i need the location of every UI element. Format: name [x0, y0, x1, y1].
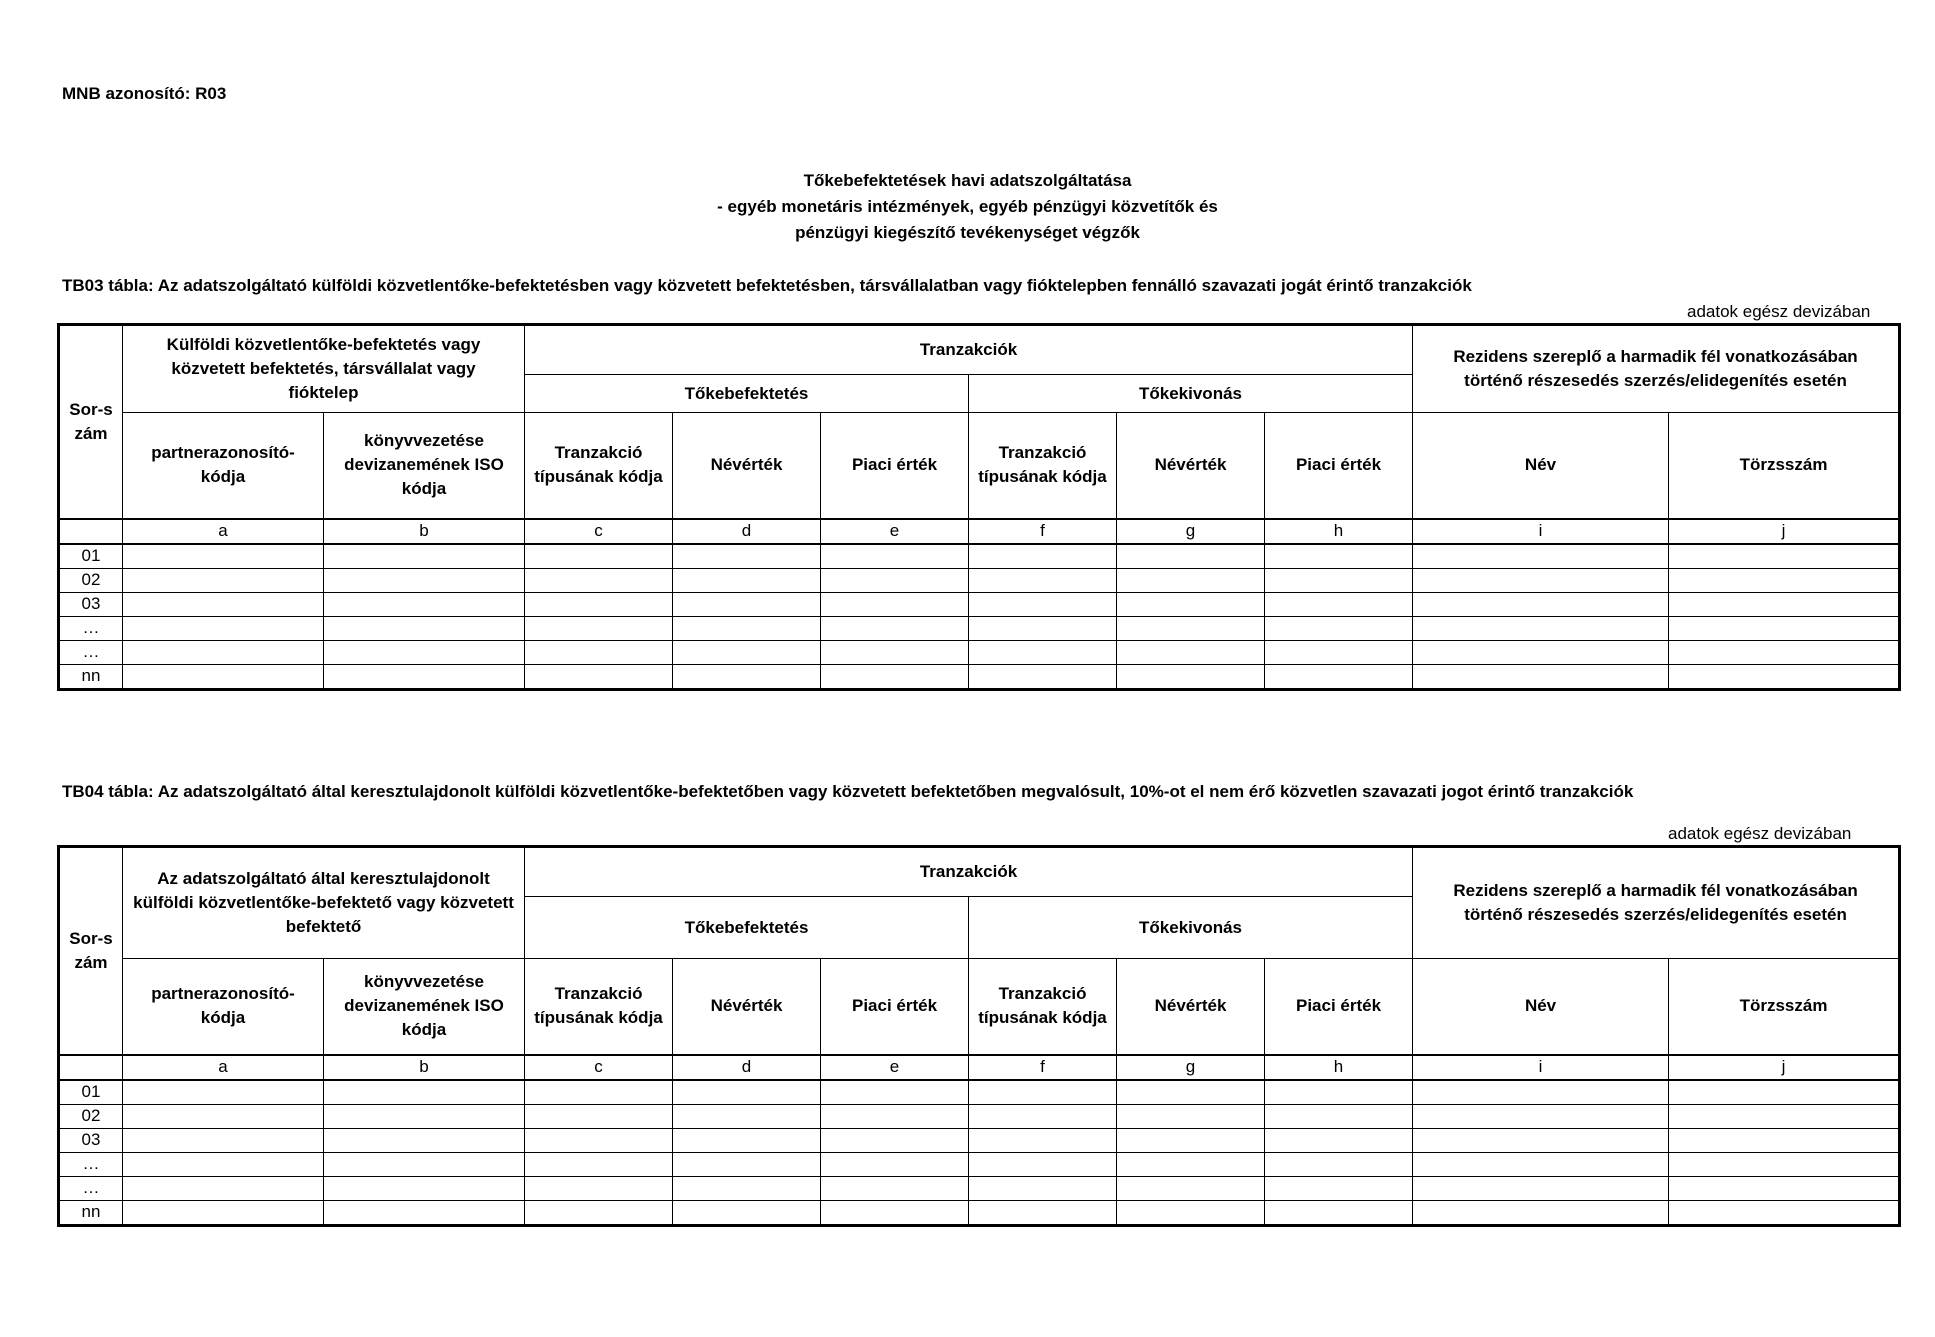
- data-cell[interactable]: [673, 640, 821, 664]
- data-cell[interactable]: [123, 664, 324, 689]
- data-cell[interactable]: [821, 544, 969, 569]
- table-caption-tb04: TB04 tábla: Az adatszolgáltató által keresztulajdonolt külföldi közvetlentőke-befektetőben vagy közvetett befektetőben megvalósult, 10%-ot el nem érő közvetlen szavazati jogot érintő tranzakciók: [62, 782, 1634, 801]
- letter-cell: c: [525, 519, 673, 544]
- data-cell[interactable]: [969, 664, 1117, 689]
- column-header: Piaci érték: [821, 413, 969, 519]
- data-cell[interactable]: [123, 616, 324, 640]
- data-cell[interactable]: [969, 1200, 1117, 1225]
- table-row: [59, 616, 1900, 640]
- data-cell[interactable]: [1265, 1176, 1413, 1200]
- data-cell[interactable]: [1413, 1104, 1669, 1128]
- data-cell[interactable]: [123, 640, 324, 664]
- data-cell[interactable]: [1265, 664, 1413, 689]
- row-number: nn: [59, 664, 123, 689]
- tokekivonas-header: Tőkekivonás: [969, 375, 1413, 413]
- data-cell[interactable]: [821, 568, 969, 592]
- unit-note-tb03: adatok egész devizában: [1687, 302, 1871, 321]
- letter-cell: f: [969, 519, 1117, 544]
- mnb-identifier: MNB azonosító: R03: [62, 84, 227, 103]
- column-header: Név: [1413, 959, 1669, 1055]
- table-row: [59, 544, 1900, 569]
- data-cell[interactable]: [1413, 1128, 1669, 1152]
- row-number: …: [59, 1152, 123, 1176]
- column-header: Névérték: [1117, 413, 1265, 519]
- letter-cell: d: [673, 1055, 821, 1080]
- table-row: [59, 568, 1900, 592]
- letter-cell: j: [1669, 1055, 1900, 1080]
- data-cell[interactable]: [525, 1128, 673, 1152]
- data-cell[interactable]: [1669, 1080, 1900, 1105]
- data-cell[interactable]: [1669, 616, 1900, 640]
- column-header: Piaci érték: [1265, 413, 1413, 519]
- data-cell[interactable]: [525, 544, 673, 569]
- data-cell[interactable]: [1669, 1176, 1900, 1200]
- tokebefektetes-header: Tőkebefektetés: [525, 375, 969, 413]
- data-cell[interactable]: [673, 1152, 821, 1176]
- data-cell[interactable]: [1117, 1128, 1265, 1152]
- column-header: Törzsszám: [1669, 959, 1900, 1055]
- table-row: [59, 1104, 1900, 1128]
- data-cell[interactable]: [1413, 592, 1669, 616]
- data-cell[interactable]: [123, 1104, 324, 1128]
- table-row: [59, 1176, 1900, 1200]
- column-header: Tranzakció típusának kódja: [969, 413, 1117, 519]
- letter-cell: e: [821, 519, 969, 544]
- data-cell[interactable]: [969, 592, 1117, 616]
- data-cell[interactable]: [821, 616, 969, 640]
- letter-cell: g: [1117, 519, 1265, 544]
- data-cell[interactable]: [123, 544, 324, 569]
- letter-cell: a: [123, 1055, 324, 1080]
- data-cell[interactable]: [525, 568, 673, 592]
- data-cell[interactable]: [1669, 1200, 1900, 1225]
- data-cell[interactable]: [1265, 1128, 1413, 1152]
- data-cell[interactable]: [1117, 1104, 1265, 1128]
- letter-cell: [59, 1055, 123, 1080]
- column-header: Név: [1413, 413, 1669, 519]
- row-number: nn: [59, 1200, 123, 1225]
- letter-cell: [59, 519, 123, 544]
- data-cell[interactable]: [324, 1176, 525, 1200]
- letter-cell: c: [525, 1055, 673, 1080]
- data-cell[interactable]: [525, 1200, 673, 1225]
- data-cell[interactable]: [324, 664, 525, 689]
- data-cell[interactable]: [324, 1200, 525, 1225]
- letter-cell: i: [1413, 1055, 1669, 1080]
- row-number: 01: [59, 1080, 123, 1105]
- data-cell[interactable]: [324, 616, 525, 640]
- data-cell[interactable]: [821, 1104, 969, 1128]
- data-cell[interactable]: [821, 1080, 969, 1105]
- column-header: könyvvezetése devizanemének ISO kódja: [324, 413, 525, 519]
- rezidens-header: Rezidens szereplő a harmadik fél vonatkozásában történő részesedés szerzés/elidegenítés esetén: [1413, 847, 1900, 959]
- sorszam-header: [59, 847, 123, 1055]
- letter-cell: a: [123, 519, 324, 544]
- data-cell[interactable]: [1413, 1176, 1669, 1200]
- letter-cell: b: [324, 519, 525, 544]
- data-cell[interactable]: [1265, 640, 1413, 664]
- data-cell[interactable]: [324, 1128, 525, 1152]
- title-line: Tőkebefektetések havi adatszolgáltatása: [803, 171, 1132, 190]
- rezidens-header: Rezidens szereplő a harmadik fél vonatkozásában történő részesedés szerzés/elidegenítés esetén: [1413, 325, 1900, 413]
- document-title: [0, 168, 1935, 246]
- data-cell[interactable]: [1265, 544, 1413, 569]
- data-cell[interactable]: [1265, 1152, 1413, 1176]
- data-cell[interactable]: [525, 1152, 673, 1176]
- column-header: Tranzakció típusának kódja: [525, 413, 673, 519]
- data-cell[interactable]: [1669, 664, 1900, 689]
- table-row: [59, 1200, 1900, 1225]
- column-header: Piaci érték: [1265, 959, 1413, 1055]
- data-cell[interactable]: [969, 1152, 1117, 1176]
- column-header: Tranzakció típusának kódja: [969, 959, 1117, 1055]
- column-header: Tranzakció típusának kódja: [525, 959, 673, 1055]
- data-cell[interactable]: [673, 1104, 821, 1128]
- row-number: …: [59, 640, 123, 664]
- data-cell[interactable]: [1413, 1152, 1669, 1176]
- row-number: 03: [59, 592, 123, 616]
- letter-cell: e: [821, 1055, 969, 1080]
- data-cell[interactable]: [123, 1152, 324, 1176]
- letter-cell: j: [1669, 519, 1900, 544]
- sorszam-label: Sor-szám: [69, 399, 113, 443]
- data-cell[interactable]: [1669, 544, 1900, 569]
- data-cell[interactable]: [821, 1152, 969, 1176]
- data-cell[interactable]: [1413, 1080, 1669, 1105]
- title-line: - egyéb monetáris intézmények, egyéb pénzügyi közvetítők és: [717, 197, 1218, 216]
- data-cell[interactable]: [324, 568, 525, 592]
- data-cell[interactable]: [525, 616, 673, 640]
- letter-cell: i: [1413, 519, 1669, 544]
- table-row: [59, 1128, 1900, 1152]
- data-cell[interactable]: [1117, 1080, 1265, 1105]
- data-cell[interactable]: [821, 640, 969, 664]
- data-cell[interactable]: [1669, 1128, 1900, 1152]
- column-header: könyvvezetése devizanemének ISO kódja: [324, 959, 525, 1055]
- data-cell[interactable]: [1117, 640, 1265, 664]
- tokekivonas-header: Tőkekivonás: [969, 897, 1413, 959]
- data-cell[interactable]: [1669, 1104, 1900, 1128]
- row-number: 01: [59, 544, 123, 569]
- data-cell[interactable]: [969, 1104, 1117, 1128]
- data-cell[interactable]: [821, 1200, 969, 1225]
- data-cell[interactable]: [1265, 1104, 1413, 1128]
- unit-note-tb04: adatok egész devizában: [1668, 824, 1852, 843]
- tokebefektetes-header: Tőkebefektetés: [525, 897, 969, 959]
- data-cell[interactable]: [324, 1080, 525, 1105]
- table-row: [59, 1080, 1900, 1105]
- data-cell[interactable]: [1117, 568, 1265, 592]
- sorszam-header: [59, 325, 123, 519]
- row-number: …: [59, 616, 123, 640]
- data-cell[interactable]: [123, 592, 324, 616]
- data-cell[interactable]: [1669, 1152, 1900, 1176]
- data-cell[interactable]: [1265, 616, 1413, 640]
- table-row: [59, 1152, 1900, 1176]
- entity-header: Külföldi közvetlentőke-befektetés vagy közvetett befektetés, társvállalat vagy fióktelep: [123, 325, 525, 413]
- data-cell[interactable]: [1117, 1152, 1265, 1176]
- row-number: 02: [59, 568, 123, 592]
- data-cell[interactable]: [525, 640, 673, 664]
- letter-cell: h: [1265, 519, 1413, 544]
- column-header: partnerazonosító-kódja: [123, 959, 324, 1055]
- data-cell[interactable]: [1117, 1176, 1265, 1200]
- table-tb03: [57, 323, 1901, 691]
- data-cell[interactable]: [673, 616, 821, 640]
- data-cell[interactable]: [821, 1128, 969, 1152]
- column-header: Törzsszám: [1669, 413, 1900, 519]
- table-row: [59, 640, 1900, 664]
- data-cell[interactable]: [123, 1200, 324, 1225]
- letter-cell: g: [1117, 1055, 1265, 1080]
- data-cell[interactable]: [1669, 640, 1900, 664]
- data-cell[interactable]: [969, 616, 1117, 640]
- data-cell[interactable]: [324, 592, 525, 616]
- table-tb04: [57, 845, 1901, 1227]
- data-cell[interactable]: [1669, 568, 1900, 592]
- data-cell[interactable]: [969, 568, 1117, 592]
- data-cell[interactable]: [673, 1176, 821, 1200]
- sorszam-label: Sor-szám: [69, 928, 113, 972]
- data-cell[interactable]: [1413, 664, 1669, 689]
- column-header: Piaci érték: [821, 959, 969, 1055]
- column-header: Névérték: [673, 413, 821, 519]
- data-cell[interactable]: [123, 1176, 324, 1200]
- data-cell[interactable]: [324, 1104, 525, 1128]
- table-caption-tb03: TB03 tábla: Az adatszolgáltató külföldi közvetlentőke-befektetésben vagy közvetett befektetésben, társvállalatban vagy fióktelepben fennálló szavazati jogát érintő tranzakciók: [62, 276, 1472, 295]
- data-cell[interactable]: [1413, 544, 1669, 569]
- data-cell[interactable]: [1413, 568, 1669, 592]
- data-cell[interactable]: [324, 640, 525, 664]
- data-cell[interactable]: [1413, 616, 1669, 640]
- data-cell[interactable]: [525, 1080, 673, 1105]
- letter-cell: h: [1265, 1055, 1413, 1080]
- data-cell[interactable]: [1669, 592, 1900, 616]
- letter-cell: b: [324, 1055, 525, 1080]
- data-cell[interactable]: [969, 1128, 1117, 1152]
- data-cell[interactable]: [1117, 544, 1265, 569]
- data-cell[interactable]: [1265, 1080, 1413, 1105]
- data-cell[interactable]: [821, 664, 969, 689]
- data-cell[interactable]: [525, 1104, 673, 1128]
- row-number: …: [59, 1176, 123, 1200]
- data-cell[interactable]: [123, 1080, 324, 1105]
- title-line: pénzügyi kiegészítő tevékenységet végzők: [795, 223, 1140, 242]
- data-cell[interactable]: [1265, 1200, 1413, 1225]
- tranzakciok-header: Tranzakciók: [525, 847, 1413, 897]
- data-cell[interactable]: [525, 664, 673, 689]
- data-cell[interactable]: [525, 592, 673, 616]
- data-cell[interactable]: [123, 1128, 324, 1152]
- row-number: 03: [59, 1128, 123, 1152]
- data-cell[interactable]: [1413, 640, 1669, 664]
- table-row: [59, 664, 1900, 689]
- data-cell[interactable]: [821, 592, 969, 616]
- data-cell[interactable]: [324, 544, 525, 569]
- data-cell[interactable]: [673, 1200, 821, 1225]
- data-cell[interactable]: [673, 544, 821, 569]
- entity-header: Az adatszolgáltató által keresztulajdonolt külföldi közvetlentőke-befektető vagy közvetett befektető: [123, 847, 525, 959]
- row-number: 02: [59, 1104, 123, 1128]
- data-cell[interactable]: [1117, 616, 1265, 640]
- data-cell[interactable]: [969, 640, 1117, 664]
- column-header: Névérték: [673, 959, 821, 1055]
- letter-cell: f: [969, 1055, 1117, 1080]
- data-cell[interactable]: [673, 568, 821, 592]
- data-cell[interactable]: [673, 1080, 821, 1105]
- data-cell[interactable]: [969, 1080, 1117, 1105]
- data-cell[interactable]: [969, 544, 1117, 569]
- data-cell[interactable]: [673, 664, 821, 689]
- data-cell[interactable]: [1413, 1200, 1669, 1225]
- data-cell[interactable]: [123, 568, 324, 592]
- data-cell[interactable]: [969, 1176, 1117, 1200]
- data-cell[interactable]: [324, 1152, 525, 1176]
- data-cell[interactable]: [673, 592, 821, 616]
- data-cell[interactable]: [525, 1176, 673, 1200]
- letter-cell: d: [673, 519, 821, 544]
- table-row: [59, 592, 1900, 616]
- data-cell[interactable]: [1265, 568, 1413, 592]
- data-cell[interactable]: [1265, 592, 1413, 616]
- tranzakciok-header: Tranzakciók: [525, 325, 1413, 375]
- data-cell[interactable]: [1117, 664, 1265, 689]
- column-header: partnerazonosító-kódja: [123, 413, 324, 519]
- column-header: Névérték: [1117, 959, 1265, 1055]
- data-cell[interactable]: [673, 1128, 821, 1152]
- data-cell[interactable]: [1117, 592, 1265, 616]
- data-cell[interactable]: [821, 1176, 969, 1200]
- data-cell[interactable]: [1117, 1200, 1265, 1225]
